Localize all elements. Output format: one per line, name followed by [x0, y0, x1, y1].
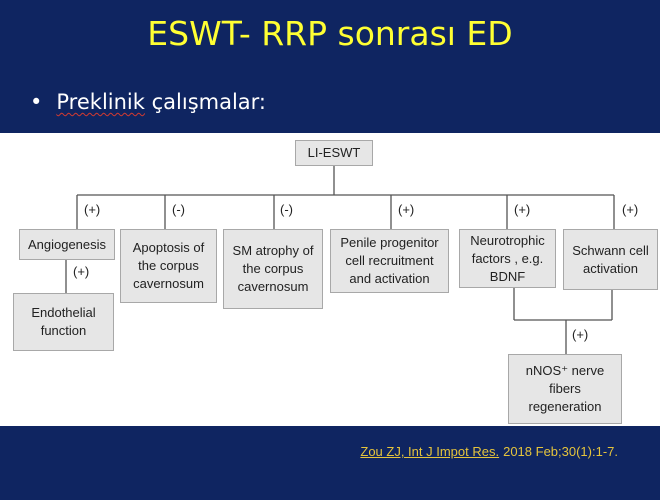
node-nnos-nerve-fibers: nNOS⁺ nerve fibers regeneration [508, 354, 622, 424]
sign-apoptosis: (-) [172, 202, 185, 217]
bullet-item [30, 90, 266, 114]
bullet-dot: • [30, 90, 43, 114]
bullet-word-preklinik: Preklinik [56, 90, 145, 114]
node-schwann-cell: Schwann cell activation [563, 229, 658, 290]
sign-schwann: (+) [622, 202, 639, 217]
node-penile-progenitor: Penile progenitor cell recruitment and activation [330, 229, 449, 293]
sign-endothelial: (+) [73, 264, 90, 279]
node-angiogenesis: Angiogenesis [19, 229, 115, 260]
node-neurotrophic-factors: Neurotrophic factors , e.g. BDNF [459, 229, 556, 288]
node-sm-atrophy: SM atrophy of the corpus cavernosum [223, 229, 323, 309]
node-endothelial-function: Endothelial function [13, 293, 114, 351]
node-apoptosis: Apoptosis of the corpus cavernosum [120, 229, 217, 303]
citation [360, 444, 618, 459]
sign-nnos: (+) [572, 327, 589, 342]
citation-link[interactable]: Zou ZJ, Int J Impot Res. [360, 444, 500, 459]
slide-title: ESWT- RRP sonrası ED [147, 14, 513, 53]
sign-neurotrophic: (+) [514, 202, 531, 217]
bullet-text: çalışmalar: [151, 90, 267, 114]
sign-angiogenesis: (+) [84, 202, 101, 217]
sign-progenitor: (+) [398, 202, 415, 217]
sign-sm-atrophy: (-) [280, 202, 293, 217]
citation-date: 2018 Feb;30(1):1-7. [503, 444, 618, 459]
root-node-li-eswt: LI-ESWT [295, 140, 373, 166]
diagram-panel [0, 133, 660, 426]
